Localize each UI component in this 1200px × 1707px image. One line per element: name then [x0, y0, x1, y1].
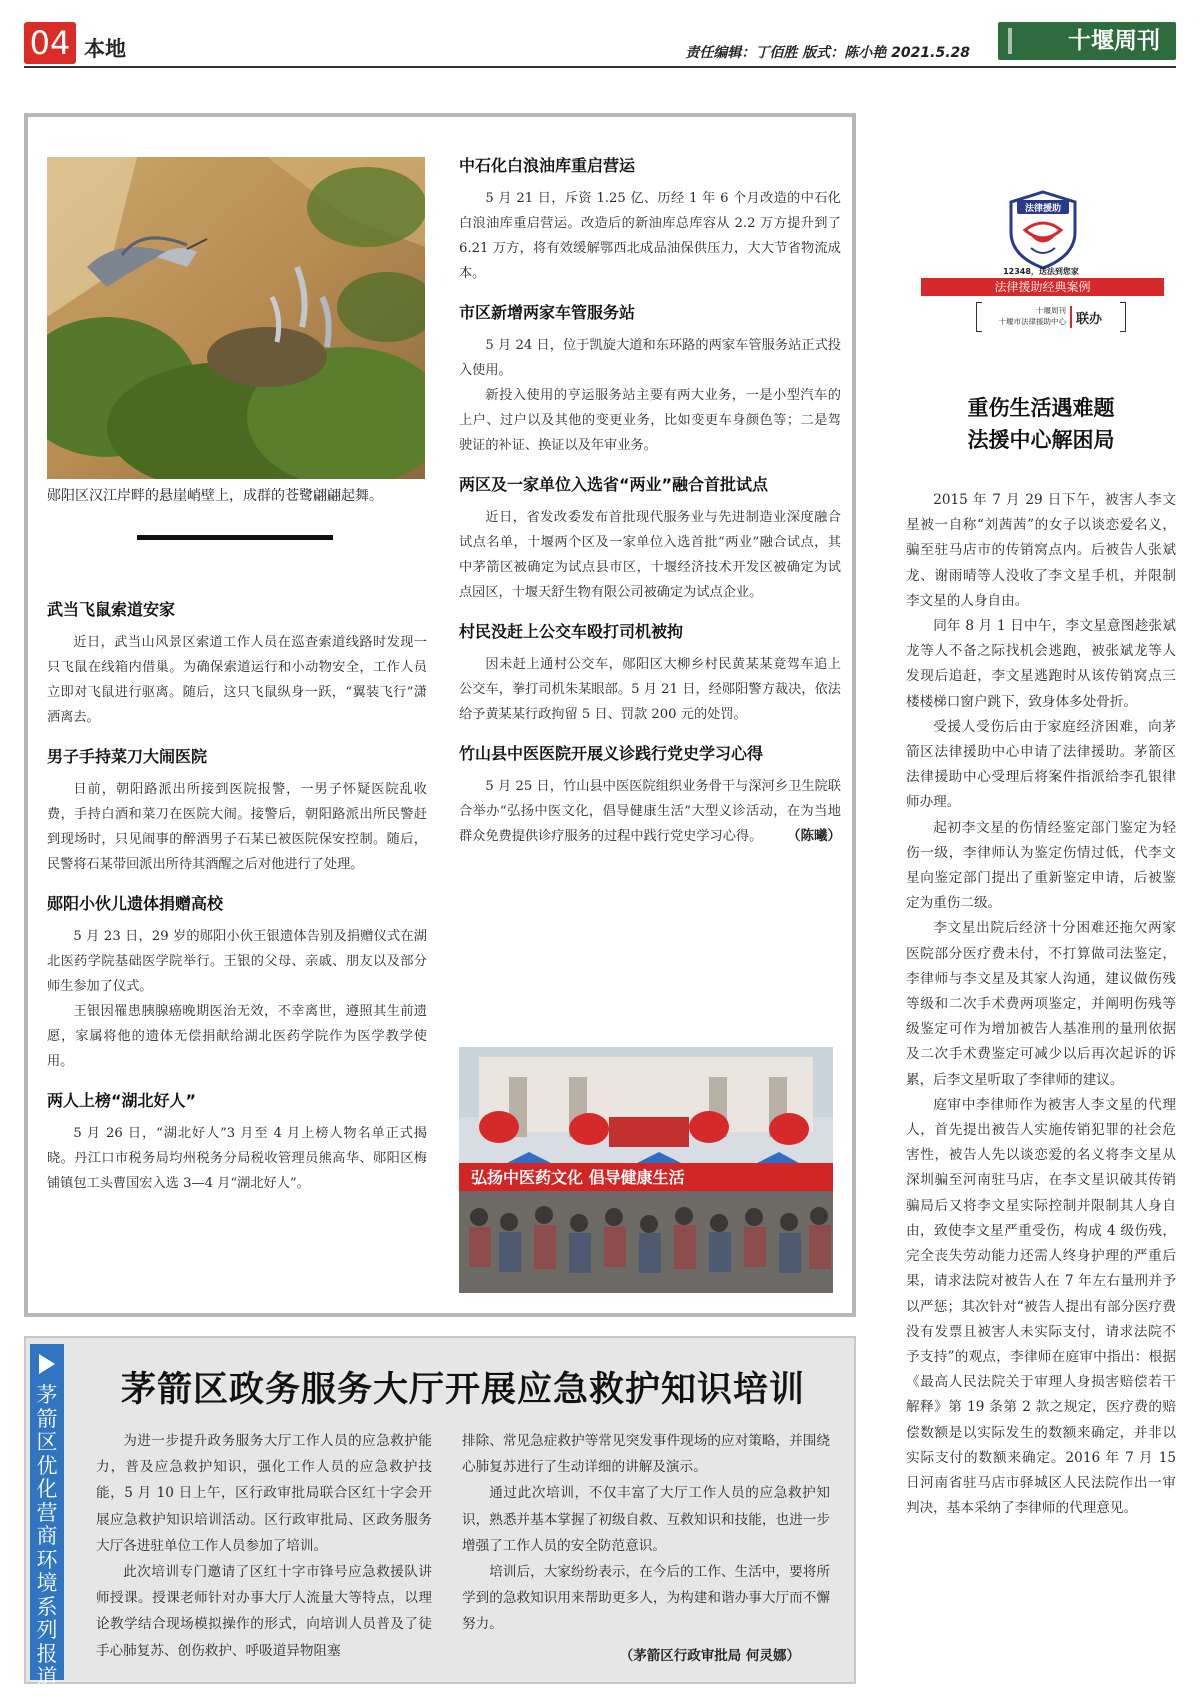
masthead-title: 十堰周刊 — [1068, 27, 1160, 54]
cohost-label: 联办 — [1076, 312, 1103, 327]
article-paragraph: 培训后，大家纷纷表示，在今后的工作、生活中，要将所学到的急救知识用来帮助更多人，为构建和谐办事大厅而不懈努力。 — [462, 1564, 830, 1633]
news-paragraph: 5 月 23 日，29 岁的郧阳小伙王银遗体告别及捐赠仪式在湖北医药学院基础医学院举行。王银的父母、亲戚、朋友以及部分师生参加了仪式。 — [47, 929, 427, 994]
legal-headline-line: 重伤生活遇难题 — [967, 395, 1115, 420]
legal-hotline: 12348，送法到您家 — [1003, 267, 1079, 276]
page-header — [24, 20, 1176, 66]
legal-headline — [906, 392, 1176, 456]
legal-body — [906, 488, 1176, 1521]
cohost-org: 十堰周刊 — [1036, 306, 1066, 315]
news-paragraph: 因未赶上通村公交车，郧阳区大柳乡村民黄某某竟驾车追上公交车，拳打司机朱某眼部。5 月 21 日，经郧阳警方裁决，依法给予黄某某行政拘留 5 日、罚款 200 元的处罚。 — [459, 657, 841, 722]
clinic-photo — [459, 1047, 833, 1293]
news-title: 郧阳小伙儿遗体捐赠高校 — [47, 894, 224, 913]
legal-paragraph: 庭审中李律师作为被害人李文星的代理人，首先提出被告人实施传销犯罪的社会危害性，被告人先以谈恋爱的名义将李文星从深圳骗至河南驻马店，在李文星识破其传销骗局后又将李文星实际控制并限制其人身自由，致使李文星严重受伤，构成 4 级伤残，完全丧失劳动能力还需人终身护理的严重后果，请求法院对被告人在 7 年左右量刑并予以严惩；其次针对“被告人提出有部分医疗费没有发票且被害人未实际支付，请求法院不予支持”的观点，李律师在庭审中指出：根据《最高人民法院关于审理人身损害赔偿若干解释》第 19 条第 2 款之规定，医疗费的赔偿数额是以实际发生的数额来确定，并非以实际支付的数额来确定。2016 年 7 月 15 日河南省驻马店市驿城区人民法院作出一审判决，基本采纳了李律师的代理意见。 — [906, 1096, 1176, 1517]
article-paragraph: 通过此次培训，不仅丰富了大厅工作人员的应急救护知识，熟悉并基本掌握了初级自救、互救知识和技能，也进一步增强了工作人员的安全防范意识。 — [462, 1485, 830, 1554]
news-paragraph: 新投入使用的亨运服务站主要有两大业务，一是小型汽车的上户、过户以及其他的变更业务，比如变更车身颜色等；二是驾驶证的补证、换证以及年审业务。 — [459, 388, 841, 453]
series-label: 茅箭区优化营商环境系列报道 — [36, 1383, 58, 1689]
news-title: 男子手持菜刀大闹医院 — [47, 747, 208, 766]
news-author: （陈曦） — [787, 828, 841, 844]
news-title: 两区及一家单位入选省“两业”融合首批试点 — [459, 475, 769, 494]
news-title: 中石化白浪油库重启营运 — [459, 156, 636, 175]
news-paragraph: 近日，省发改委发布首批现代服务业与先进制造业深度融合试点名单，十堰两个区及一家单位入选首批“两业”融合试点，其中茅箭区被确定为试点县市区，十堰经济技术开发区被确定为试点园区，十堰天舒生物有限公司被确定为试点企业。 — [459, 510, 841, 600]
cohost-box — [976, 302, 1126, 332]
legal-headline-line: 法援中心解困局 — [967, 427, 1115, 452]
case-label: 法律援助经典案例 — [921, 278, 1164, 296]
article-paragraph: 排除、常见急症救护等常见突发事件现场的应对策略，并围绕心肺复苏进行了生动详细的讲解及演示。 — [462, 1433, 830, 1476]
news-title: 村民没赶上公交车殴打司机被拘 — [459, 622, 684, 641]
page-number: 04 — [24, 22, 76, 64]
news-paragraph: 王银因罹患胰腺癌晚期医治无效，不幸离世，遵照其生前遗愿，家属将他的遗体无偿捐献给湖北医药学院作为医学教学使用。 — [47, 1004, 427, 1069]
article-paragraph: 为进一步提升政务服务大厅工作人员的应急救护能力，普及应急救护知识，强化工作人员的应急救护技能，5 月 10 日上午，区行政审批局联合区红十字会开展应急救护知识培训活动。区行政审批局、区政务服务大厅各进驻单位工作人员参加了培训。 — [96, 1433, 432, 1554]
play-triangle-icon — [39, 1354, 55, 1374]
training-article — [24, 1336, 856, 1689]
news-paragraph: 5 月 24 日，位于凯旋大道和东环路的两家车管服务站正式投入使用。 — [459, 338, 841, 378]
news-title: 武当飞鼠索道安家 — [47, 600, 176, 619]
news-title: 市区新增两家车管服务站 — [459, 303, 636, 322]
series-sidebar — [30, 1344, 64, 1689]
news-column-left — [47, 597, 427, 1196]
legal-paragraph: 起初李文星的伤情经鉴定部门鉴定为轻伤一级，李律师认为鉴定伤情过低，代李文星向鉴定部门提出了重新鉴定申请，后被鉴定为重伤二级。 — [906, 819, 1176, 912]
section-name: 本地 — [84, 37, 126, 61]
badge-text: 法律援助 — [1024, 204, 1062, 214]
news-briefs-box — [24, 113, 856, 1317]
legal-aid-badge-icon — [1007, 190, 1079, 270]
heron-photo — [47, 157, 425, 479]
article-column-left — [96, 1428, 432, 1664]
news-paragraph: 近日，武当山风景区索道工作人员在巡查索道线路时发现一只飞鼠在线箱内借巢。为确保索道运行和小动物安全，工作人员立即对飞鼠进行驱离。随后，这只飞鼠纵身一跃，“翼装飞行”潇洒离去。 — [47, 635, 427, 725]
legal-paragraph: 2015 年 7 月 29 日下午，被害人李文星被一自称“刘茜茜”的女子以谈恋爱名义，骗至驻马店市的传销窝点内。后被告人张斌龙、谢雨晴等人没收了李文星手机，并限制李文星的人身自由。 — [906, 492, 1176, 609]
legal-paragraph: 同年 8 月 1 日中午，李文星意图趁张斌龙等人不备之际找机会逃跑，被张斌龙等人发现后追赶，李文星逃跑时从该传销窝点三楼楼梯口窗户跳下，致身体多处骨折。 — [906, 618, 1176, 710]
legal-paragraph: 受援人受伤后由于家庭经济困难，向茅箭区法律援助中心申请了法律援助。茅箭区法律援助中心受理后将案件指派给李孔银律师办理。 — [906, 718, 1176, 811]
editor-credits: 责任编辑：丁佰胜 版式：陈小艳 2021.5.28 — [685, 45, 970, 61]
news-paragraph: 5 月 26 日，“湖北好人”3 月至 4 月上榜人物名单正式揭晓。丹江口市税务局均州税务分局税收管理员熊高华、郧阳区梅铺镇包工头曹国宏入选 3—4 月“湖北好人”。 — [47, 1126, 427, 1191]
article-headline: 茅箭区政务服务大厅开展应急救护知识培训 — [120, 1369, 805, 1410]
photo-caption: 郧阳区汉江岸畔的悬崖峭壁上，成群的苍鹭翩翩起舞。 — [47, 488, 383, 504]
banner-text: 弘扬中医药文化 倡导健康生活 — [471, 1168, 685, 1187]
cohost-org: 十堰市法律援助中心 — [998, 317, 1066, 326]
article-paragraph: 此次培训专门邀请了区红十字市锋号应急救援队讲师授课。授课老师针对办事大厅人流量大等特点，以理论教学结合现场模拟操作的形式，向培训人员普及了徒手心肺复苏、创伤救护、呼吸道异物阻塞 — [96, 1564, 432, 1659]
news-title: 两人上榜“湖北好人” — [47, 1091, 197, 1110]
news-paragraph: 日前，朝阳路派出所接到医院报警，一男子怀疑医院乱收费，手持白酒和菜刀在医院大闹。接警后，朝阳路派出所民警赶到现场时，只见闹事的醉酒男子石某已被医院保安控制。随后，民警将石某带回派出所待其酒醒之后对他进行了处理。 — [47, 782, 427, 872]
news-column-right — [459, 153, 841, 844]
legal-paragraph: 李文星出院后经济十分困难还拖欠两家医院部分医疗费未付，不打算做司法鉴定，李律师与李文星及其家人沟通，建议做伤残等级和二次手术费两项鉴定，并阐明伤残等级鉴定可作为增加被告人基准刑的量刑依据及二次手术费鉴定可减少以后再次起诉的诉累，后李文星听取了李律师的建议。 — [906, 920, 1176, 1088]
header-divider — [24, 66, 1176, 68]
article-author: （茅箭区行政审批局 何灵娜） — [619, 1647, 800, 1664]
article-column-right — [462, 1428, 830, 1664]
cohost-orgs — [986, 305, 1066, 327]
news-title: 竹山县中医医院开展义诊践行党史学习心得 — [459, 744, 764, 763]
news-paragraph: 5 月 21 日，斥资 1.25 亿、历经 1 年 6 个月改造的中石化白浪油库重启营运。改造后的新油库总库容从 2.2 万方提升到了 6.21 万方，将有效缓解鄂西北成品油保供压力，大大节省物流成本。 — [459, 191, 841, 281]
news-paragraph: 5 月 25 日，竹山县中医医院组织业务骨干与深河乡卫生院联合举办“弘扬中医文化，倡导健康生活”大型义诊活动，在为当地群众免费提供诊疗服务的过程中践行党史学习心得。 — [459, 779, 841, 844]
section-divider-bar — [137, 535, 333, 540]
masthead — [998, 22, 1176, 60]
